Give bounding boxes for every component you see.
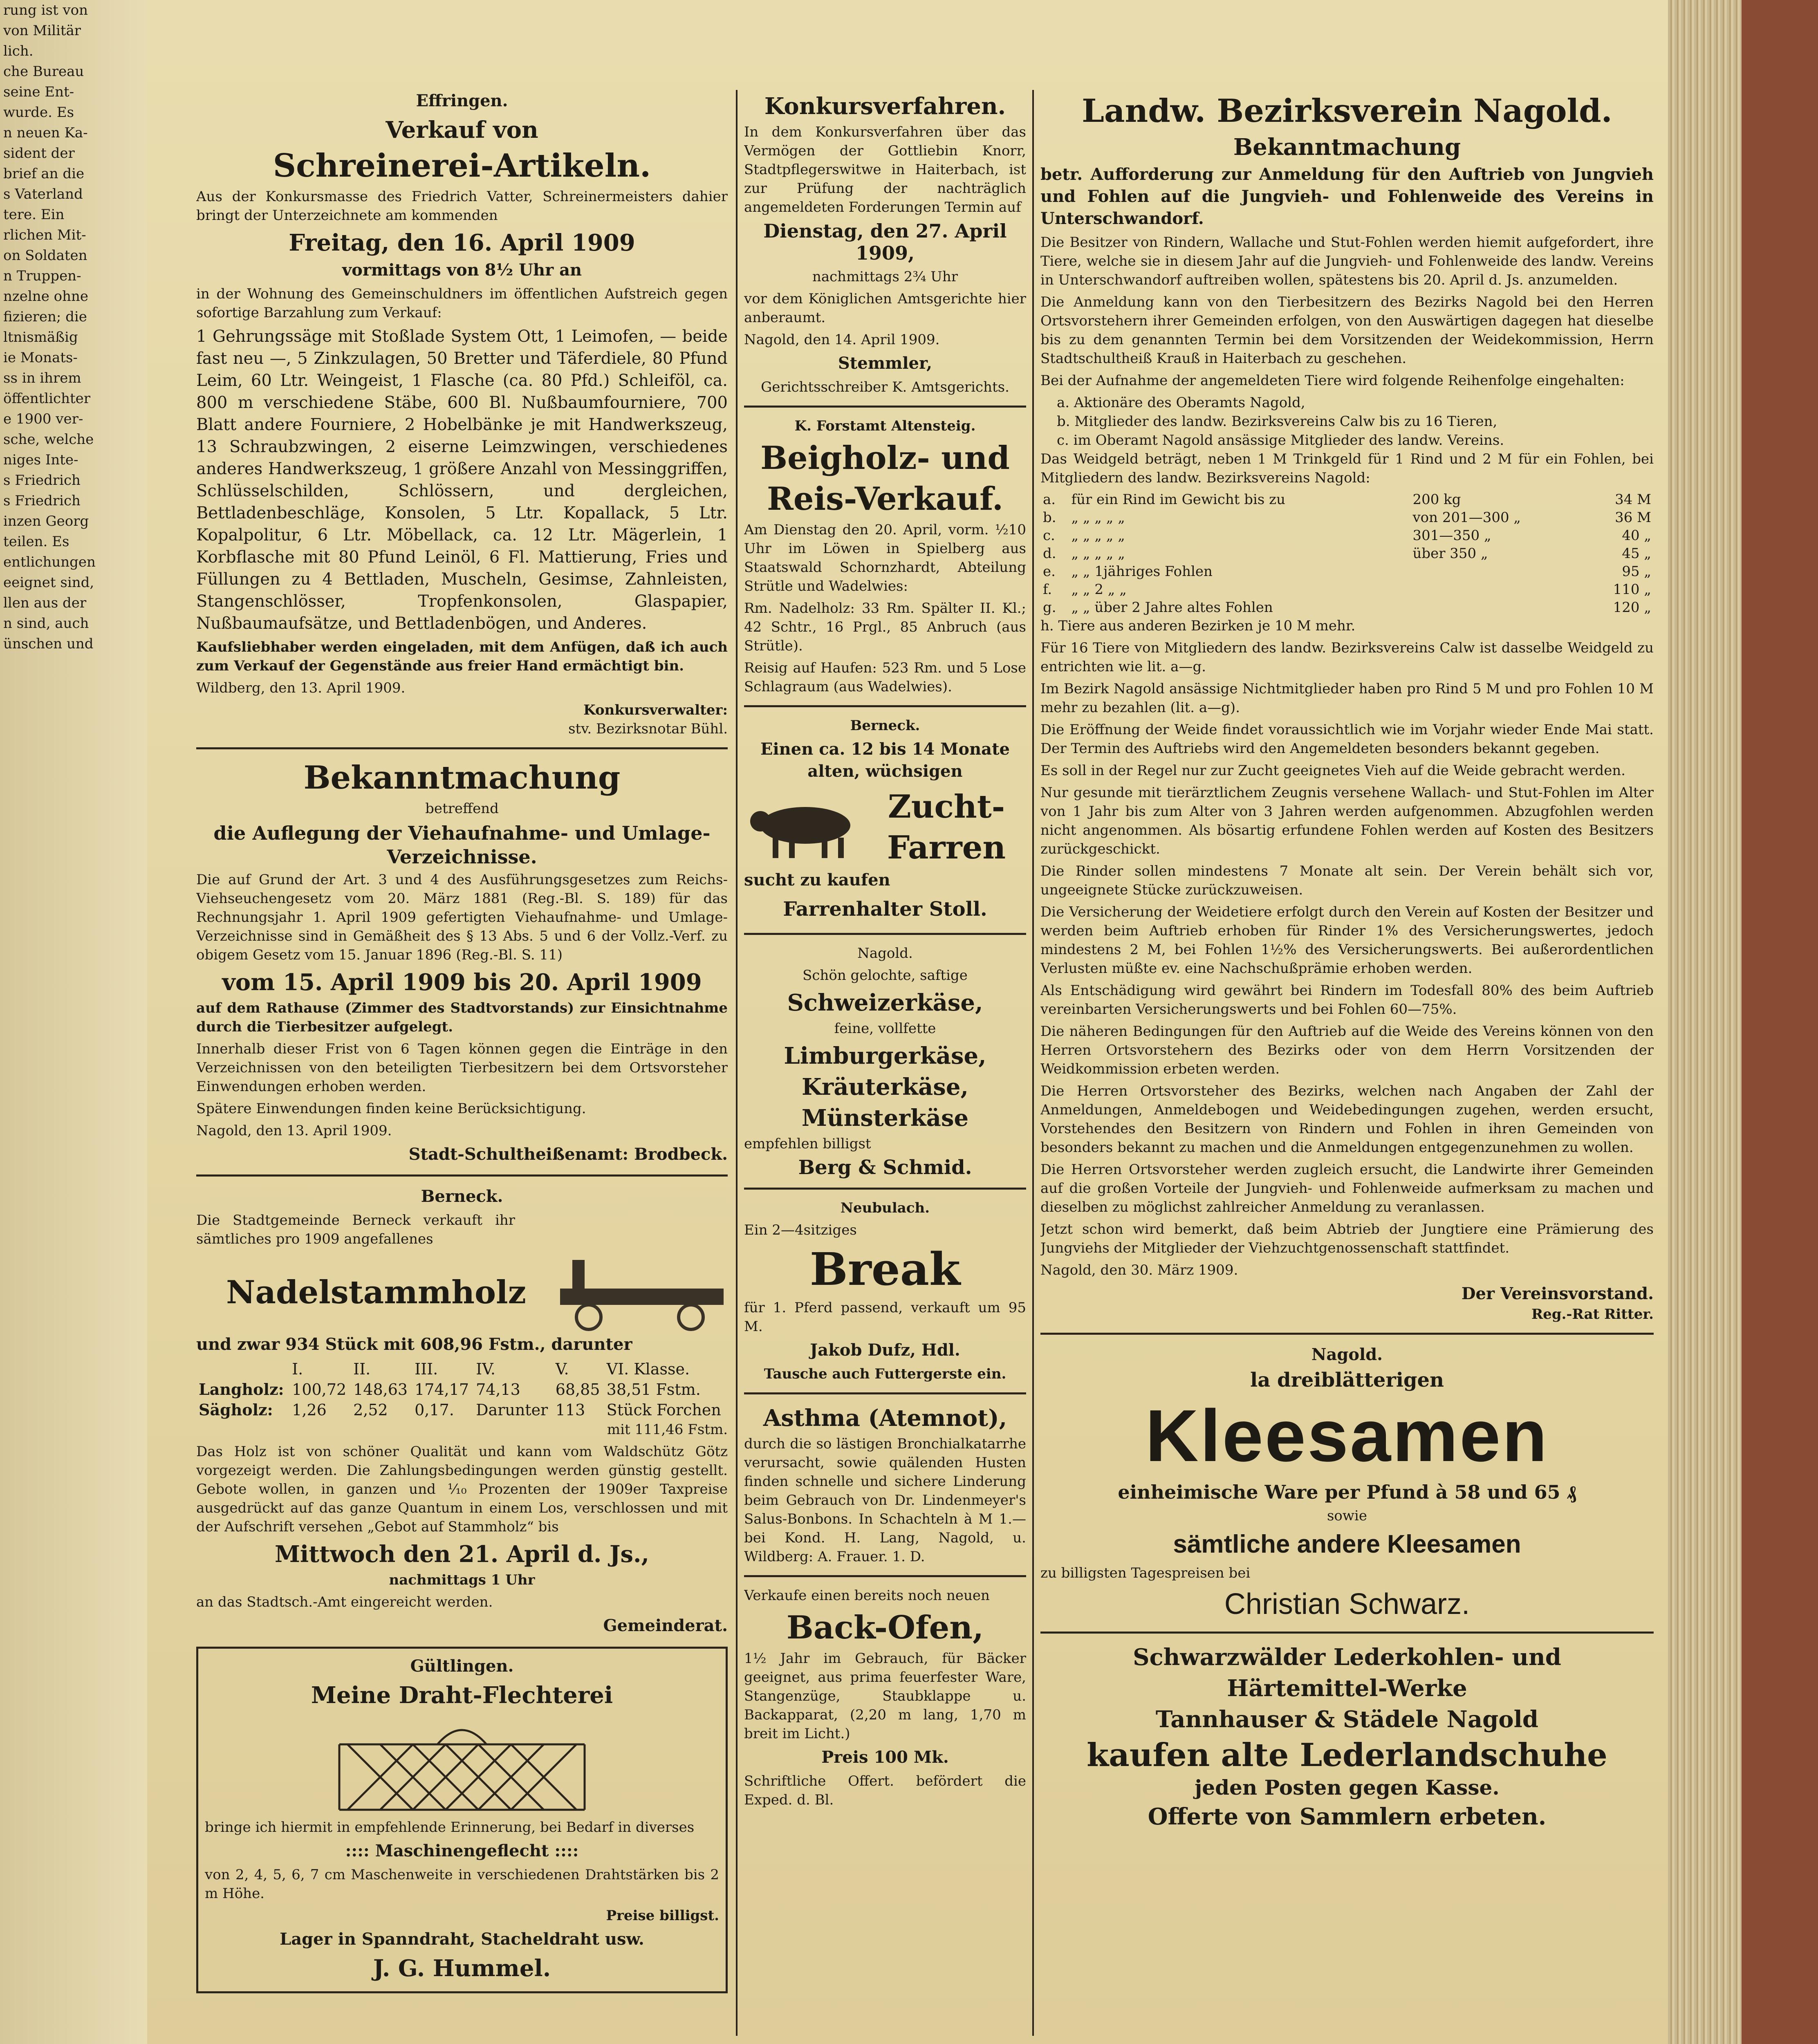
table-cell: [196, 1359, 289, 1379]
ad-title: Schweizerkäse,: [787, 989, 983, 1016]
fee-table: [1040, 491, 1654, 616]
previous-page-line: teilen. Es: [3, 533, 69, 550]
ad-signature: Stadt-Schultheißenamt: Brodbeck.: [408, 1145, 728, 1164]
ad-place: Nagold.: [857, 945, 913, 961]
ad-amount: und zwar 934 Stück mit 608,96 Fstm., darunter: [196, 1335, 632, 1354]
table-cell: e.: [1043, 563, 1056, 580]
ad-paragraph: Bei der Aufnahme der angemeldeten Tiere wird folgende Reihenfolge eingehalten:: [1040, 372, 1625, 389]
ad-title: Verkauf von: [386, 117, 538, 143]
column-rule: [1032, 90, 1034, 2036]
ad-signature: Konkursverwalter:: [583, 702, 728, 718]
previous-page-line: wurde. Es: [3, 104, 74, 121]
table-row: [196, 1379, 728, 1400]
section-divider: [744, 705, 1026, 707]
table-cell: über 350 „: [1412, 545, 1488, 562]
ad-body: Spätere Einwendungen finden keine Berücksichtigung.: [196, 1100, 586, 1117]
ad-nadelstammholz: [196, 1186, 728, 1637]
table-cell: Stück Forchen: [606, 1401, 721, 1419]
previous-page-line: öffentlichter: [3, 390, 91, 407]
ad-text: Aus der Konkursmasse des Friedrich Vatter, Schreinermeisters dahier bringt der Unterzeichnete am kommenden: [196, 188, 728, 224]
ad-signature: Gemeinderat.: [603, 1616, 728, 1635]
table-row: [1040, 545, 1654, 563]
wire-fence-illustration: [331, 1712, 593, 1818]
previous-page-line: von Militär: [3, 22, 81, 39]
table-cell: 148,63: [353, 1381, 408, 1399]
ad-bekanntmachung: [196, 758, 728, 1165]
table-cell: „ „ 2 „ „: [1071, 581, 1127, 598]
table-cell: II.: [353, 1360, 371, 1378]
previous-page-line: sident der: [3, 145, 75, 161]
table-cell: „ „ „ „ „: [1071, 545, 1125, 562]
previous-page-line: n sind, auch: [3, 615, 89, 632]
ad-signature: stv. Bezirksnotar Bühl.: [568, 721, 728, 737]
ad-zuchtfarren: [744, 716, 1026, 924]
table-cell: a.: [1043, 491, 1056, 508]
previous-page-line: s Friedrich: [3, 493, 81, 509]
table-cell: [1410, 563, 1586, 580]
ad-place: Nagold.: [1311, 1345, 1383, 1364]
ad-note: Schriftliche Offert. befördert die Exped. d. Bl.: [744, 1773, 1026, 1808]
ad-title: Reis-Verkauf.: [767, 480, 1003, 518]
ad-title: Bekanntmachung: [303, 759, 621, 796]
ad-schreinerei: [196, 90, 728, 738]
table-cell: Sägholz:: [199, 1401, 273, 1419]
table-cell: [1410, 580, 1586, 598]
ad-price: Preis 100 Mk.: [821, 1748, 949, 1767]
table-row: [1040, 491, 1654, 509]
ad-paragraph: Die Herren Ortsvorsteher des Bezirks, welchen nach Angaben der Zahl der Anmeldungen, Anmeldebogen und Weidebedingungen zugehen, werden ersucht, Vorstehendes den Besitzern von Rindern und Fohlen in ihren Gemeinden von besonders bekannt zu machen und die Anmeldungen entgegenzunehmen zu wollen.: [1040, 1083, 1654, 1156]
table-cell: „ „ über 2 Jahre altes Fohlen: [1071, 599, 1273, 616]
ad-signature: Gerichtsschreiber K. Amtsgerichts.: [761, 379, 1009, 395]
ad-stock: Lager in Spanndraht, Stacheldraht usw.: [280, 1930, 644, 1949]
ad-body: bringe ich hiermit in empfehlende Erinnerung, bei Bedarf in diverses: [205, 1819, 695, 1836]
ad-paragraph: Die Versicherung der Weidetiere erfolgt durch den Verein auf Kosten der Besitzer und werden beim Auftrieb erhoben für Rinder 1% des Versicherungswertes, jedoch mindestens 2 M, bei Fohlen 1½% des Versicherungswerts. Bei außerordentlichen Verlusten müßte ev. eine Nachschußprämie erhoben werden.: [1040, 904, 1654, 977]
ad-price: Preise billigst.: [606, 1907, 719, 1924]
ad-body: Das Holz ist von schöner Qualität und kann vom Waldschütz Götz vorgezeigt werden. Die Zahlungsbedingungen werden günstig gestellt. Gebote wollen, in ganzen und ¹⁄₁₀ Prozenten der 1909er Taxpreise ausgedrückt auf das ganze Quantum in einem Los, verschlossen und mit der Aufschrift versehen „Gebot auf Stammholz“ bis: [196, 1443, 728, 1535]
ad-line: Verkaufe einen bereits noch neuen: [744, 1587, 990, 1604]
previous-page-line: llen aus der: [3, 595, 87, 611]
table-cell: Langholz:: [199, 1380, 284, 1399]
previous-page-line: ltnismäßig: [3, 329, 78, 345]
table-cell: 68,85: [555, 1381, 600, 1399]
ad-line: Härtemittel-Werke: [1227, 1675, 1467, 1702]
ad-title: kaufen alte Lederlandschuhe: [1087, 1737, 1607, 1774]
ad-place: Neubulach.: [840, 1200, 930, 1216]
list-item: b. Mitglieder des landw. Bezirksvereins Calw bis zu 16 Tieren,: [1057, 413, 1497, 430]
ad-dated: Nagold, den 30. März 1909.: [1040, 1262, 1238, 1278]
ad-title: Zucht-: [888, 788, 1005, 825]
ad-title: Back-Ofen,: [786, 1609, 984, 1646]
table-cell: 301—350 „: [1412, 527, 1491, 544]
ad-body: für 1. Pferd passend, verkauft um 95 M.: [744, 1300, 1026, 1335]
ad-dated: Nagold, den 13. April 1909.: [196, 1123, 392, 1139]
table-cell: I.: [292, 1360, 303, 1378]
ad-signature: Reg.-Rat Ritter.: [1531, 1306, 1654, 1322]
ad-note: Kaufsliebhaber werden eingeladen, mit dem Anfügen, daß ich auch zum Verkauf der Gegenstände aus freier Hand ermächtigt bin.: [196, 639, 728, 674]
list-item: c. im Oberamt Nagold ansässige Mitglieder des landw. Vereins.: [1057, 432, 1504, 448]
table-cell: 120 „: [1613, 599, 1651, 616]
ad-lederkohlen: [1040, 1643, 1654, 1831]
ad-place: Berneck.: [421, 1187, 503, 1206]
table-cell: b.: [1043, 509, 1056, 526]
ad-signature: Tausche auch Futtergerste ein.: [764, 1366, 1007, 1382]
ad-body: In dem Konkursverfahren über das Vermögen der Gottliebin Knorr, Stadtpflegerswitwe in Haiterbach, ist zur Prüfung der nachträglich angemeldeten Forderungen Termin auf: [744, 124, 1026, 215]
wood-class-table: [196, 1359, 728, 1420]
column-1: [196, 90, 728, 1993]
ad-title: Landw. Bezirksverein Nagold.: [1082, 92, 1612, 130]
table-cell: 40 „: [1622, 527, 1651, 544]
ad-dated: Wildberg, den 13. April 1909.: [196, 680, 406, 696]
ad-title: Schreinerei-Artikeln.: [273, 147, 651, 184]
ad-title: Konkursverfahren.: [764, 93, 1006, 120]
lumber-cart-illustration: [556, 1252, 728, 1334]
ad-paragraph: Jetzt schon wird bemerkt, daß beim Abtrieb der Jungtiere eine Prämierung des Jungviehs der Mitglieder der Viehzuchtgenossenschaft stattfindet.: [1040, 1221, 1654, 1256]
previous-page-line: inzen Georg: [3, 513, 89, 529]
ad-paragraph: Im Bezirk Nagold ansässige Nichtmitglieder haben pro Rind 5 M und pro Fohlen 10 M mehr zu bezahlen (lit. a—g).: [1040, 681, 1654, 716]
table-cell: 1,26: [292, 1401, 327, 1419]
section-divider: [744, 1575, 1026, 1577]
section-divider: [1040, 1333, 1654, 1335]
ad-text: vor dem Königlichen Amtsgerichte hier anberaumt.: [744, 291, 1026, 326]
ad-text: an das Stadtsch.-Amt eingereicht werden.: [196, 1594, 493, 1610]
table-cell: für ein Rind im Gewicht bis zu: [1071, 491, 1285, 508]
ad-body: durch die so lästigen Bronchialkatarrhe verursacht, sowie quälenden Husten finden schnelle und sichere Linderung beim Gebrauch von Dr. Lindenmeyer's Salus-Bonbons. In Schachteln à M 1.— bei Kond. H. Lang, Nagold, u. Wildberg: A. Frauer. 1. D.: [744, 1436, 1026, 1565]
table-cell: „ „ 1jähriges Fohlen: [1071, 563, 1213, 580]
order-list: [1040, 393, 1654, 450]
table-cell: 74,13: [476, 1381, 520, 1399]
ad-line: sämtliche andere Kleesamen: [1173, 1530, 1521, 1558]
previous-page-line: s Vaterland: [3, 186, 83, 202]
table-cell: IV.: [476, 1360, 495, 1378]
ad-kaese: [744, 944, 1026, 1179]
column-2: [744, 90, 1026, 1813]
ad-signature: Stemmler,: [838, 354, 933, 373]
ad-place: Effringen.: [416, 91, 508, 110]
table-cell: Darunter: [476, 1401, 548, 1419]
ad-paragraph: Nur gesunde mit tierärztlichem Zeugnis versehene Wallach- und Stut-Fohlen im Alter von 1 Jahr bis zum Alter von 3 Jahren werden aufgenommen. Abzugfohlen werden nicht angenommen. Als bösartig erfundene Fohlen werden auf Kosten des Besitzers zurückgeschickt.: [1040, 784, 1654, 857]
previous-page-line: che Bureau: [3, 63, 84, 80]
column-rule: [736, 90, 738, 2036]
section-divider: [196, 747, 728, 749]
ad-paragraph: h. Tiere aus anderen Bezirken je 10 M mehr.: [1040, 618, 1356, 634]
ad-asthma: [744, 1403, 1026, 1566]
table-cell: 36 M: [1615, 509, 1651, 526]
ad-body: Innerhalb dieser Frist von 6 Tagen können gegen die Einträge in den Verzeichnissen von den beteiligten Tierbesitzern bei dem Ortsvorsteher Einwendungen erhoben werden.: [196, 1041, 728, 1095]
previous-page-line: n Truppen-: [3, 268, 81, 284]
section-divider: [744, 406, 1026, 408]
ad-paragraph: Die Rinder sollen mindestens 7 Monate alt sein. Der Verein behält sich vor, ungeeignete Stücke zurückzuweisen.: [1040, 863, 1654, 898]
table-cell: von 201—300 „: [1412, 509, 1521, 526]
previous-page-line: rung ist von: [3, 2, 88, 18]
ad-line: Tannhauser & Städele Nagold: [1155, 1706, 1539, 1733]
previous-page-line: tere. Ein: [3, 206, 65, 223]
ad-item: Reisig auf Haufen: 523 Rm. und 5 Lose Schlagraum (aus Wadelwies).: [744, 660, 1026, 695]
table-row: [196, 1400, 728, 1420]
previous-page-line: fizieren; die: [3, 309, 87, 325]
ad-title: Meine Draht-Flechterei: [311, 1682, 613, 1709]
ad-title: Kleesamen: [1145, 1395, 1549, 1477]
section-divider: [196, 1174, 728, 1177]
ad-drahtflechterei: [196, 1647, 728, 1993]
previous-page-line: ünschen und: [3, 636, 94, 652]
previous-page-line: e 1900 ver-: [3, 411, 83, 427]
ad-heading: die Auflegung der Viehaufnahme- und Umlage-Verzeichnisse.: [213, 822, 711, 868]
previous-page-line: s Friedrich: [3, 472, 81, 489]
ad-line: zu billigsten Tagespreisen bei: [1040, 1565, 1251, 1581]
ad-title: Limburgerkäse,: [784, 1042, 986, 1069]
ad-title: Asthma (Atemnot),: [763, 1405, 1007, 1432]
table-cell: 0,17.: [415, 1401, 454, 1419]
ad-time: vormittags von 8½ Uhr an: [342, 260, 582, 280]
table-cell: [1410, 598, 1586, 616]
previous-page-line: eeignet sind,: [3, 574, 94, 591]
ad-body: einheimische Ware per Pfund à 58 und 65 ₰: [1118, 1481, 1576, 1503]
ad-line: :::: Maschinengeflecht ::::: [345, 1841, 579, 1860]
ad-line: empfehlen billigst: [744, 1136, 871, 1152]
previous-page-line: entlichungen: [3, 554, 96, 570]
previous-page-line: lich.: [3, 43, 34, 59]
ad-paragraph: Die Herren Ortsvorsteher werden zugleich ersucht, die Landwirte ihrer Gemeinden auf die großen Vorteile der Jungvieh- und Fohlenweide aufmerksam zu machen und dieselben zu möglichst zahlreicher Anmeldung zu veranlassen.: [1040, 1161, 1654, 1215]
table-cell: 174,17: [415, 1381, 469, 1399]
ad-line: Offerte von Sammlern erbeten.: [1148, 1803, 1547, 1830]
ad-title: Kräuterkäse,: [802, 1074, 968, 1100]
ad-body: auf dem Rathause (Zimmer des Stadtvorstands) zur Einsichtnahme durch die Tierbesitzer aufgelegt.: [196, 1000, 728, 1035]
ad-line: feine, vollfette: [834, 1020, 936, 1037]
ad-date: Dienstag, den 27. April 1909,: [763, 220, 1007, 264]
table-row: [1040, 509, 1654, 527]
ad-paragraph: Die Besitzer von Rindern, Wallache und Stut-Fohlen werden hiemit aufgefordert, ihre Tiere, welche sie in diesem Jahr auf die Jungvieh- und Fohlenweide des landw. Vereins in Unterschwandorf auftreiben wollen, spätestens bis 20. April d. Js. anzumelden.: [1040, 234, 1654, 288]
ad-paragraph: Als Entschädigung wird gewährt bei Rindern im Todesfall 80% des beim Auftrieb vereinbarten Versicherungswerts und bei Fohlen 60—75%.: [1040, 982, 1654, 1018]
ad-text: Die Stadtgemeinde Berneck verkauft ihr sämtliches pro 1909 angefallenes: [196, 1212, 515, 1247]
ad-line: Ein 2—4sitziges: [744, 1222, 857, 1238]
ad-title: Münsterkäse: [801, 1105, 969, 1132]
ad-body: von 2, 4, 5, 6, 7 cm Maschenweite in verschiedenen Drahtstärken bis 2 m Höhe.: [205, 1867, 719, 1902]
previous-page-line: n neuen Ka-: [3, 125, 88, 141]
previous-page-line: sche, welche: [3, 431, 94, 448]
ad-signature: Der Vereinsvorstand.: [1461, 1284, 1654, 1303]
ad-dates: vom 15. April 1909 bis 20. April 1909: [222, 969, 702, 996]
table-cell: f.: [1043, 581, 1052, 598]
section-divider: [744, 933, 1026, 935]
ad-title: Nadelstammholz: [226, 1274, 526, 1311]
ad-title: Farren: [887, 829, 1006, 866]
ad-signature: Jakob Dufz, Hdl.: [810, 1340, 960, 1360]
ad-dated: Nagold, den 14. April 1909.: [744, 332, 940, 348]
ad-paragraph: Die Eröffnung der Weide findet voraussichtlich wie im Vorjahr wieder Ende Mai statt. Der Termin des Auftriebs wird den Angemeldeten besonders bekannt gegeben.: [1040, 722, 1654, 757]
ad-line: jeden Posten gegen Kasse.: [1195, 1775, 1500, 1800]
table-cell: 100,72: [292, 1381, 347, 1399]
ad-konkursverfahren: [744, 92, 1026, 397]
ad-title: Beigholz- und: [760, 439, 1010, 477]
ad-kleesamen: [1040, 1344, 1654, 1623]
ad-line: Schwarzwälder Lederkohlen- und: [1133, 1644, 1561, 1671]
ad-time: nachmittags 2¾ Uhr: [812, 269, 958, 285]
table-header-row: [196, 1359, 728, 1379]
previous-page-line: niges Inte-: [3, 452, 78, 468]
ad-signature: Christian Schwarz.: [1224, 1588, 1470, 1620]
table-cell: 113: [555, 1401, 585, 1419]
ad-subtitle: betreffend: [425, 800, 499, 817]
ad-body: 1½ Jahr im Gebrauch, für Bäcker geeignet, aus prima feuerfester Ware, Stangenzüge, Staubklappe u. Backapparat, (2,20 m lang, 1,70 m breit im Licht.): [744, 1650, 1026, 1742]
ad-paragraph: Für 16 Tiere von Mitgliedern des landw. Bezirksvereins Calw ist dasselbe Weidgeld zu entrichten wie lit. a—g.: [1040, 640, 1654, 675]
table-cell: d.: [1043, 545, 1056, 562]
ad-signature: Farrenhalter Stoll.: [783, 898, 987, 921]
ad-line: sowie: [1327, 1508, 1367, 1524]
ad-beigholz: [744, 417, 1026, 696]
table-cell: 110 „: [1613, 581, 1651, 598]
ad-break: [744, 1199, 1026, 1383]
ad-body: 1 Gehrungssäge mit Stoßlade System Ott, 1 Leimofen, — beide fast neu —, 5 Zinkzulagen, 50 Bretter und Täferdiele, 80 Pfund Leim, 60 Ltr. Weingeist, 1 Flasche (ca. 80 Pfd.) Schleiföl, ca. 800 m verschiedene Stäbe, 600 Bl. Nußbaumfourniere, 700 Blatt andere Fourniere, 2 Hobelbänke je mit Handwerkszeug, 13 Schraubzwingen, 2 eiserne Leimzwingen, verschiedenes anderes Handwerkszeug, 1 größere Anzahl von Messinggriffen, Schlüsselschilden, Schlössern, und dergleichen, Bettladenbeschläge, Konsolen, 5 Ltr. Kopallack, 5 Ltr. Kopalpolitur, 6 Ltr. Möbellack, ca. 12 Ltr. Mägerlein, 1 Korbflasche mit 80 Pfund Leinöl, 6 Fl. Mattierung, Fries und Füllungen zu 4 Bettladen, Muscheln, Gesimse, Zahnleisten, Stangenschlösser, Tropfenkonsolen, Glaspapier, Nußbaumaufsätze, und Bettladenbögen, und Anderes.: [196, 327, 728, 633]
section-divider: [744, 1188, 1026, 1190]
previous-page-line: brief an die: [3, 166, 85, 182]
previous-page-line: ss in ihrem: [3, 370, 81, 386]
previous-page-line: on Soldaten: [3, 247, 87, 264]
ad-signature: J. G. Hummel.: [373, 1955, 551, 1982]
ad-backofen: [744, 1586, 1026, 1809]
newspaper-page: [147, 0, 1668, 2044]
table-row: [1040, 580, 1654, 598]
table-cell: III.: [415, 1360, 438, 1378]
ad-place: Gültlingen.: [410, 1656, 514, 1676]
table-cell: 34 M: [1615, 491, 1651, 508]
ad-text: in der Wohnung des Gemeinschuldners im öffentlichen Aufstreich gegen sofortige Barzahlung zum Verkauf:: [196, 286, 728, 321]
ad-date: Mittwoch den 21. April d. Js.,: [274, 1541, 650, 1568]
ad-heading: betr. Aufforderung zur Anmeldung für den Auftrieb von Jungvieh und Fohlen auf die Jungvieh- und Fohlenweide des Vereins in Unterschwandorf.: [1040, 165, 1654, 228]
ad-body: Die auf Grund der Art. 3 und 4 des Ausführungsgesetzes zum Reichs-Viehseuchengesetz vom 20. März 1881 (Reg.-Bl. S. 189) für das Rechnungsjahr 1. April 1909 gefertigten Viehaufnahme- und Umlage-Verzeichnisse sind in Gemäßheit des § 13 Abs. 5 und 6 der Vollz.-Verf. zu obigem Gesetz vom 15. Januar 1896 (Reg.-Bl. S. 11): [196, 872, 728, 963]
table-cell: V.: [555, 1360, 569, 1378]
ad-paragraph: Die Anmeldung kann von den Tierbesitzern des Bezirks Nagold bei den Herren Ortsvorstehern ihrer Gemeinden erfolgen, von den Auswärtigen dagegen hat dieselbe bis zu dem genannten Termin bei dem Vorsitzenden der Weidekommission, Herrn Stadtschultheiß Krauß in Haiterbach zu geschehen.: [1040, 294, 1654, 367]
list-item: a. Aktionäre des Oberamts Nagold,: [1057, 394, 1305, 411]
table-cell: 38,51 Fstm.: [606, 1381, 701, 1399]
ad-date: Freitag, den 16. April 1909: [289, 229, 635, 256]
book-cover-edge: [1742, 0, 1818, 2044]
section-divider: [1040, 1632, 1654, 1634]
ad-subtitle: Bekanntmachung: [1233, 134, 1461, 161]
ad-time: nachmittags 1 Uhr: [389, 1572, 535, 1588]
table-row: [1040, 563, 1654, 580]
ad-line: la dreiblätterigen: [1250, 1369, 1444, 1392]
section-divider: [744, 1392, 1026, 1394]
ad-signature: Berg & Schmid.: [798, 1156, 972, 1179]
table-note: mit 111,46 Fstm.: [607, 1421, 728, 1438]
ad-item: Rm. Nadelholz: 33 Rm. Spälter II. Kl.; 42 Schtr., 16 Prgl., 85 Anbruch (aus Strütle).: [744, 600, 1026, 654]
ad-paragraph: Die näheren Bedingungen für den Auftrieb auf die Weide des Vereins können von den Herren Ortsvorstehern des Bezirks oder von dem Herrn Vorsitzenden der Weidkommission erbeten werden.: [1040, 1023, 1654, 1077]
bull-illustration: [744, 793, 867, 862]
table-cell: c.: [1043, 527, 1055, 544]
previous-page-line: rlichen Mit-: [3, 227, 86, 243]
previous-page-line: nzelne ohne: [3, 288, 89, 305]
ad-paragraph: Es soll in der Regel nur zur Zucht geeignetes Vieh auf die Weide gebracht werden.: [1040, 762, 1626, 779]
ad-paragraph: Das Weidgeld beträgt, neben 1 M Trinkgeld für 1 Rind und 2 M für ein Fohlen, bei Mitgliedern des landw. Bezirksvereins Nagold:: [1040, 451, 1654, 486]
ad-bezirksverein: [1040, 92, 1654, 1324]
table-cell: 200 kg: [1412, 491, 1461, 508]
table-cell: „ „ „ „ „: [1071, 527, 1125, 544]
ad-heading: K. Forstamt Altensteig.: [794, 418, 976, 434]
table-row: [1040, 527, 1654, 545]
previous-page-line: ie Monats-: [3, 350, 78, 366]
table-cell: VI. Klasse.: [606, 1360, 690, 1378]
ad-title: Break: [809, 1243, 961, 1295]
previous-page-fragment: [0, 0, 147, 2044]
ad-body: Am Dienstag den 20. April, vorm. ½10 Uhr im Löwen in Spielberg aus Staatswald Schornzhardt, Abteilung Strütle und Wadelwies:: [744, 522, 1026, 594]
previous-page-line: seine Ent-: [3, 84, 74, 100]
table-cell: „ „ „ „ „: [1071, 509, 1125, 526]
ad-body: sucht zu kaufen: [744, 870, 890, 890]
table-cell: 95 „: [1622, 563, 1651, 580]
column-3: [1040, 90, 1654, 1833]
table-cell: 2,52: [353, 1401, 388, 1419]
table-row: [1040, 598, 1654, 616]
ad-line: Schön gelochte, saftige: [803, 967, 968, 984]
table-cell: g.: [1043, 599, 1056, 616]
ad-heading: Einen ca. 12 bis 14 Monate alten, wüchsigen: [760, 740, 1010, 781]
ad-place: Berneck.: [850, 717, 920, 734]
table-cell: 45 „: [1622, 545, 1651, 562]
